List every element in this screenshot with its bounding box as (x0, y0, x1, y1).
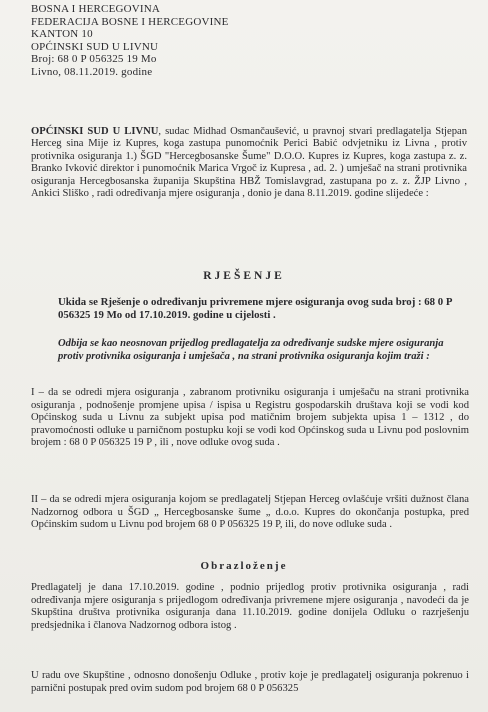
header-place-date: Livno, 08.11.2019. godine (31, 65, 153, 78)
decision-title: RJEŠENJE (203, 270, 285, 282)
revocation-paragraph: Ukida se Rješenje o određivanju privremene mjere osiguranja ovog suda broj : 68 0 P 056325 19 Mo od 17.10.2019. godine u cijelosti . (58, 296, 452, 322)
header-federation: FEDERACIJA BOSNE I HERCEGOVINE (31, 15, 229, 28)
reasoning-paragraph-1: Predlagatelj je dana 17.10.2019. godine , podnio prijedlog protiv protivnika osiguranja , radi određivanja mjere osiguranja s prijedlogom određivanja privremene mjere osiguranja , navodeći da je Skupština društva protivnika osiguranja dana 11.10.2019. godine donijela Odluku o razrješenju predsjednika i članova Nadzornog odbora istog . (31, 582, 469, 631)
intro-paragraph (31, 126, 467, 200)
header-country: BOSNA I HERCEGOVINA (31, 3, 161, 15)
request-item-2: II – da se odredi mjera osiguranja kojom se predlagatelj Stjepan Herceg ovlašćuje vršiti dužnost člana Nadzornog odbora u ŠGD „ Hercegbosanske šume „ d.o.o. Kupres do okončanja postupka, pred Općinskim sudom u Livnu pod brojem 68 0 P 056325 19 P, ili, do nove odluke suda . (31, 494, 469, 531)
header-case-number: Broj: 68 0 P 056325 19 Mo (31, 53, 157, 66)
reasoning-paragraph-2: U radu ove Skupštine , odnosno donošenju Odluke , protiv koje je predlagatelj osiguranja pokrenuo i parnični postupak pred ovim sudom pod brojem 68 0 P 056325 (31, 670, 469, 694)
reasoning-heading: Obrazloženje (200, 560, 288, 572)
court-header (31, 3, 229, 79)
rejection-paragraph: Odbija se kao neosnovan prijedlog predlagatelja za određivanje sudske mjere osiguranja protiv protivnika osiguranja i umješača , na strani protivnika osiguranja kojim traži : (58, 338, 444, 362)
intro-court-name: OPĆINSKI SUD U LIVNU (31, 126, 159, 137)
intro-text: , sudac Midhad Osmančaušević, u pravnoj stvari predlagatelja Stjepan Herceg sina Mije iz Kupres, koga zastupa punomoćnik Perici Babić odvjetniku iz Livna , protiv protivnika osiguranja 1.) ŠGD "Hercegbosanske Šume" D.O.O. Kupres iz Kupres, koga zastupa z. z. Branko Ivković direktor i punomoćnik Marica Vrgoč iz Kupresa , ad. 2. ) umješač na strani protivnika osiguranja Hercegbosanska županija Skupština HBŽ Tomislavgrad, zastupana po z. z. ŽJP Livno , Ankici Sliško , radi određivanja mjere osiguranja , donio je dana 8.11.2019. godine slijedeće : (31, 126, 467, 200)
header-court: OPĆINSKI SUD U LIVNU (31, 40, 159, 53)
header-canton: KANTON 10 (31, 28, 93, 41)
request-item-1: I – da se odredi mjera osiguranja , zabranom protivniku osiguranja i umješaču na strani protivnika osiguranja , podnošenje promjene upisa / ispisa u Registru gospodarskih društava koji se vodi kod Općinskog suda u Livnu za subjekt upisa pod matičnim brojem subjekta upisa 1 – 1312 , do pravomoćnosti odluke u parničnom postupku koji se vodi kod Općinskog suda u Livnu pod poslovnim brojem : 68 0 P 056325 19 P , ili , nove odluke ovog suda . (31, 387, 469, 449)
